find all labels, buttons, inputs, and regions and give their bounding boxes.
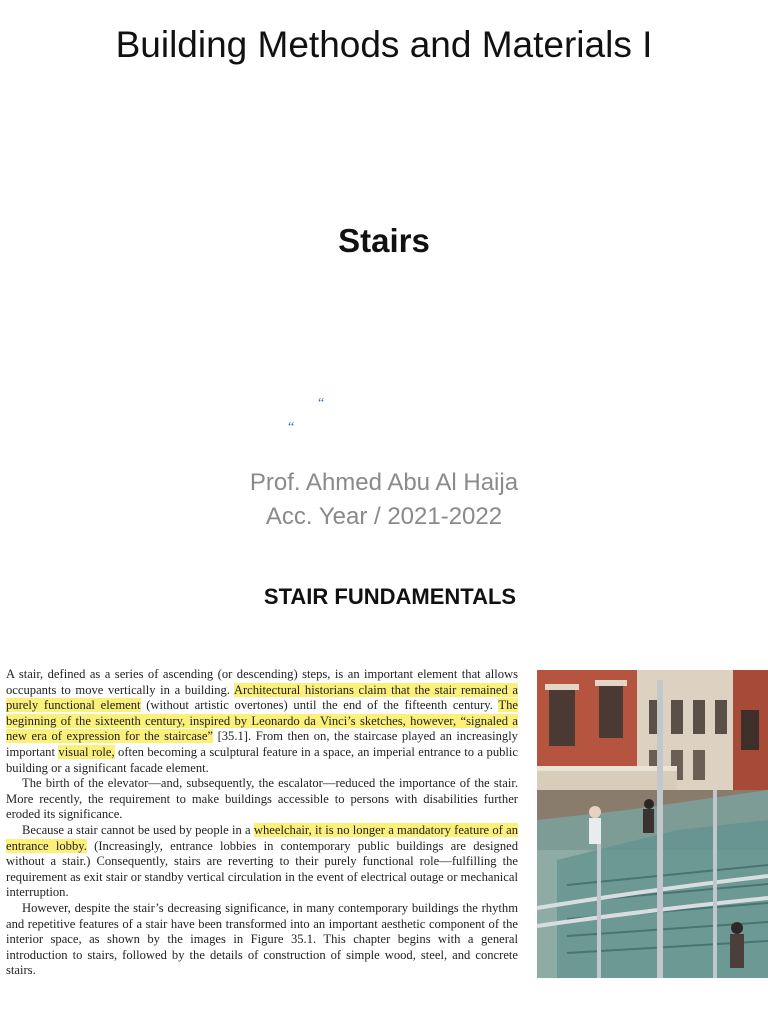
highlighted-text: Architectural historians claim that the stair remained a purely functional element xyxy=(6,682,519,713)
highlighted-text: visual role, xyxy=(58,744,115,759)
excerpt-text: [35.1]. From then on, the staircase played an increasingly important xyxy=(6,729,518,759)
highlighted-text: wheelchair, it is no longer a mandatory feature of an entrance lobby. xyxy=(6,822,518,853)
lecture-title: Stairs xyxy=(338,222,430,259)
author-block xyxy=(0,466,768,534)
excerpt-paragraph xyxy=(6,667,518,776)
excerpt-text: (Increasingly, entrance lobbies in contemporary public buildings are designed without a stair.) Consequently, stairs are reverting to their purely functional role—fulfilling the requirement as exit stair or standby vertical circulation in the event of electrical outage or mechanical interruption. xyxy=(6,838,518,900)
staircase-photo xyxy=(537,670,768,978)
book-excerpt xyxy=(6,667,518,979)
excerpt-paragraph: However, despite the stair’s decreasing significance, in many contemporary buildings the rhythm and repetitive features of a stair have been transformed into an important aesthetic component of the interior space, as shown by the images in Figure 35.1. This chapter begins with a general introduction to stairs, followed by the details of construction of simple wood, steel, and concrete stairs. xyxy=(6,900,518,978)
academic-year: Acc. Year / 2021-2022 xyxy=(265,503,503,530)
excerpt-text: (without artistic overtones) until the end of the fifteenth century. xyxy=(140,698,499,713)
excerpt-text: A stair, defined as a series of ascending (or descending) steps, is an important element that allows occupants to move vertically in a building. xyxy=(6,667,518,697)
excerpt-text: often becoming a sculptural feature in a space, an imperial entrance to a public building or a significant facade element. xyxy=(6,744,518,775)
highlighted-text: The beginning of the sixteenth century, inspired by Leonardo da Vinci’s sketches, however, “signaled a new era of expression for the staircase” xyxy=(6,698,518,744)
excerpt-text: Because a stair cannot be used by people in a xyxy=(22,822,254,837)
quote-mark: “ xyxy=(318,396,325,411)
author-name: Prof. Ahmed Abu Al Haija xyxy=(249,469,519,496)
quote-mark: “ xyxy=(288,420,295,435)
section-heading: STAIR FUNDAMENTALS xyxy=(263,584,517,609)
staircase-photo-illustration xyxy=(537,670,768,978)
excerpt-paragraph: The birth of the elevator—and, subsequently, the escalator—reduced the importance of the stair. More recently, the requirement to make buildings accessible to persons with disabilities further eroded its significance. xyxy=(6,776,518,822)
course-title: Building Methods and Materials I xyxy=(115,24,653,65)
excerpt-paragraph xyxy=(6,823,518,901)
